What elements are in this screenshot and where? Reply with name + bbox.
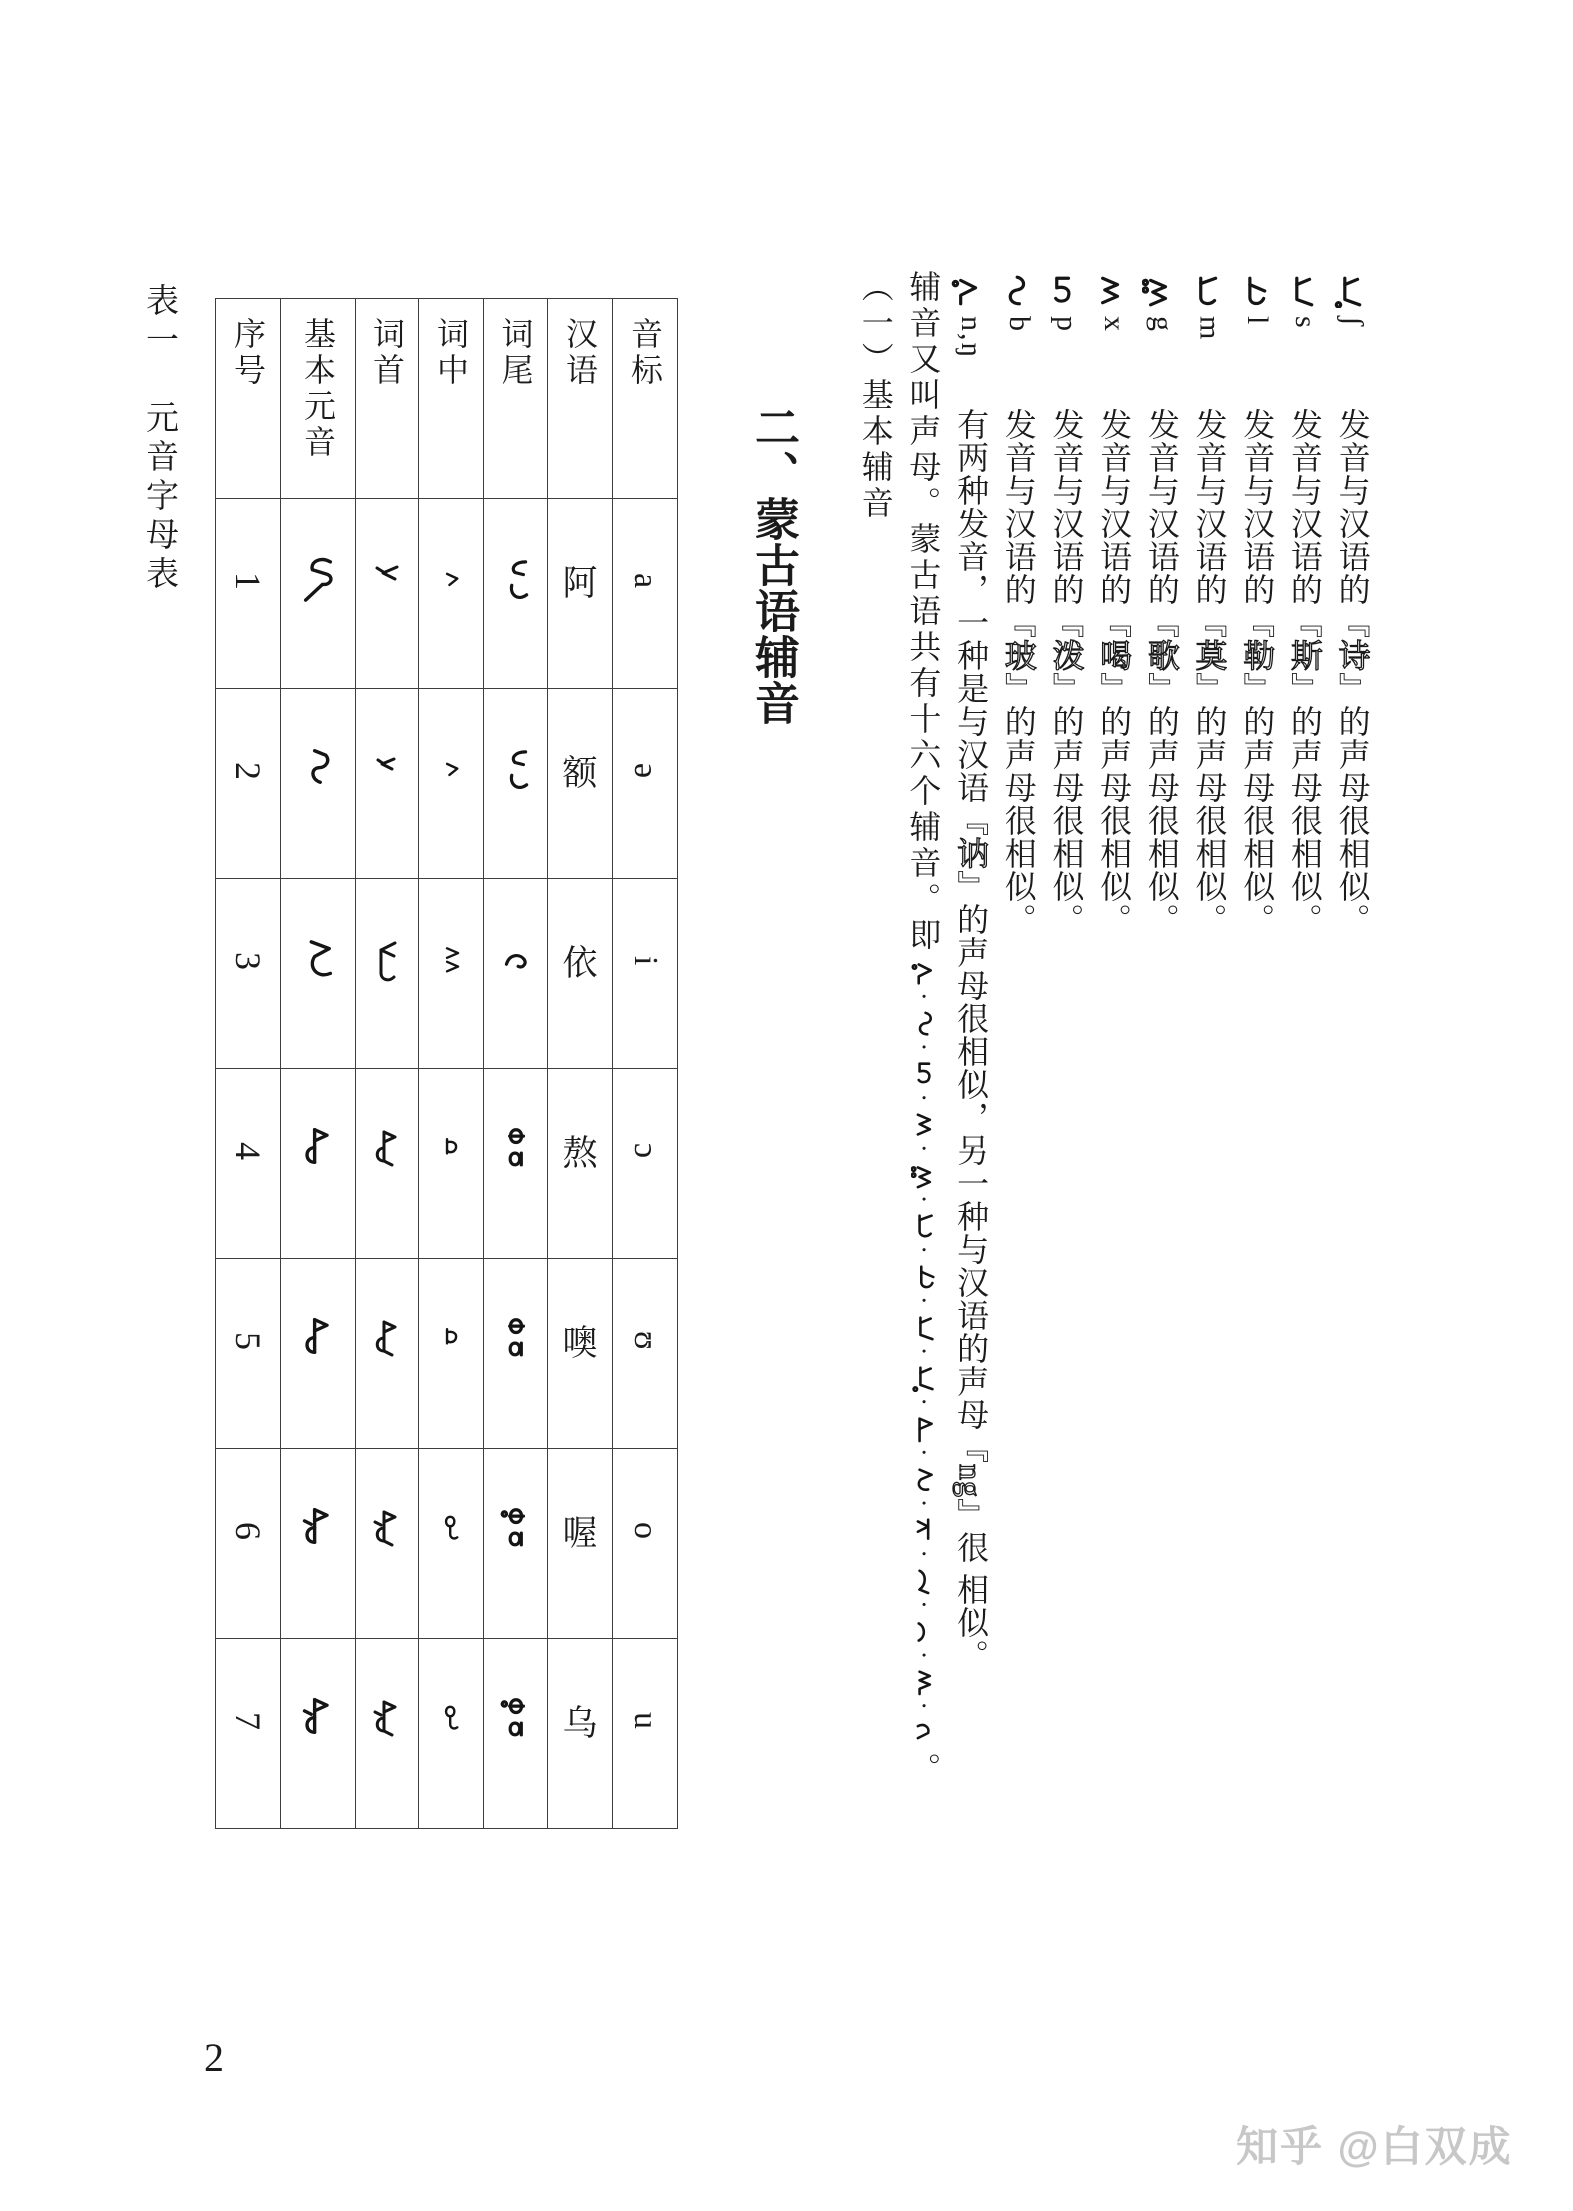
letter-separator-dot: · — [909, 1346, 939, 1360]
table-cell-final — [484, 1069, 548, 1259]
table-cell-no — [216, 1639, 281, 1829]
vowel-table — [215, 298, 678, 1829]
table-header-medial — [419, 299, 484, 499]
mongolian-glyph-o-medial-icon — [438, 1322, 464, 1360]
mongolian-glyph-i-final-icon — [499, 935, 533, 987]
entry-latin-letter: ʃ — [1336, 316, 1370, 328]
bracketed-hollow-word: 玻 — [1000, 639, 1037, 672]
table-cell-ipa — [613, 1449, 678, 1639]
mongolian-glyph-i-initial-icon — [370, 937, 404, 985]
table-cell-no — [216, 1449, 281, 1639]
mongolian-glyph-i-medial-icon — [438, 942, 464, 980]
table-cell-ipa — [613, 879, 678, 1069]
table-header-label: 序号 — [230, 317, 266, 389]
table-cell-base — [281, 689, 356, 879]
row-number: 3 — [228, 951, 268, 970]
consonant-entry-column: g发音与汉语的『歌』的声母很相似。 — [1137, 270, 1185, 2030]
entry-latin-letter: x — [1098, 316, 1132, 333]
mongolian-glyph-oe-medial-icon — [438, 1702, 464, 1740]
table-header-label: 汉语 — [562, 317, 598, 389]
mongolian-glyph-a-isolated-icon — [299, 554, 337, 608]
table-header-label: 词中 — [433, 317, 469, 389]
watermark: 知乎 @白双成 — [1236, 2123, 1513, 2170]
ipa-value: u — [627, 1712, 664, 1729]
table-cell-ipa — [613, 689, 678, 879]
mongolian-glyph-o-isolated-icon — [299, 1314, 337, 1368]
consonant-entry-column: n,ŋ有两种发音，一种是与汉语『讷』的声母很相似，另一种与汉语的声母『ng』很 相似。 — [946, 270, 994, 2030]
mongolian-glyph-oe-isolated-icon — [299, 1504, 337, 1558]
table-cell-final — [484, 689, 548, 879]
mongolian-glyph-p-icon — [911, 1060, 935, 1088]
mongolian-glyph-x-icon — [1094, 274, 1124, 308]
mongolian-glyph-w-icon — [911, 1719, 935, 1747]
mongolian-glyph-m-icon — [911, 1212, 935, 1240]
ipa-value: ɔ — [627, 1142, 664, 1159]
letter-separator-dot: · — [909, 1701, 939, 1715]
mongolian-glyph-d-icon — [911, 1466, 935, 1494]
table-cell-hanzi: 乌 — [548, 1639, 613, 1829]
entry-latin-letter: n,ŋ — [955, 316, 989, 360]
consonant-entry-column: m发音与汉语的『莫』的声母很相似。 — [1185, 270, 1233, 2030]
bracketed-hollow-word: 喝 — [1096, 639, 1133, 672]
page-number: 2 — [204, 2035, 224, 2080]
letter-separator-dot: · — [909, 1194, 939, 1208]
table-cell-no — [216, 689, 281, 879]
mongolian-glyph-y-icon — [911, 1618, 935, 1646]
table-caption: 表一 元音字母表 — [141, 283, 177, 595]
table-cell-initial — [356, 1069, 419, 1259]
entry-letter-glyph — [1237, 274, 1277, 310]
bracketed-hollow-word: ng — [953, 1464, 990, 1498]
mongolian-glyph-o-medial-icon — [438, 1132, 464, 1170]
table-cell-base — [281, 1259, 356, 1449]
table-cell-base — [281, 499, 356, 689]
ipa-value: ʊ — [627, 1331, 664, 1350]
table-cell-hanzi: 额 — [548, 689, 613, 879]
table-cell-ipa — [613, 499, 678, 689]
table-header-ipa — [613, 299, 678, 499]
table-cell-ipa — [613, 1069, 678, 1259]
row-number: 4 — [228, 1141, 268, 1160]
consonant-entry-column: ʃ发音与汉语的『诗』的声母很相似。 — [1328, 270, 1376, 2030]
mongolian-glyph-ch-icon — [911, 1516, 935, 1544]
table-cell-base — [281, 1639, 356, 1829]
table-header-hanzi — [548, 299, 613, 499]
mongolian-glyph-oe-initial-icon — [370, 1697, 404, 1745]
row-number: 5 — [228, 1331, 268, 1350]
table-cell-medial — [419, 1639, 484, 1829]
table-cell-final — [484, 1259, 548, 1449]
table-cell-medial — [419, 1069, 484, 1259]
mongolian-glyph-s-icon — [911, 1314, 935, 1342]
entry-letter-glyph — [1285, 274, 1325, 310]
bracketed-hollow-word: 诗 — [1334, 639, 1371, 672]
table-header-base — [281, 299, 356, 499]
bracketed-hollow-word: 讷 — [953, 837, 990, 870]
mongolian-glyph-o-initial-icon — [370, 1317, 404, 1365]
mongolian-glyph-l-icon — [1237, 274, 1267, 308]
bracketed-hollow-word: 歌 — [1143, 639, 1180, 672]
mongolian-glyph-oe-isolated-icon — [299, 1694, 337, 1748]
mongolian-glyph-n-icon — [951, 274, 981, 308]
table-cell-hanzi: 喔 — [548, 1449, 613, 1639]
table-header-label: 词首 — [369, 317, 405, 389]
ipa-value: o — [627, 1522, 664, 1539]
table-cell-no — [216, 879, 281, 1069]
table-cell-base — [281, 1069, 356, 1259]
letter-separator-dot: · — [909, 1650, 939, 1664]
letter-separator-dot: · — [909, 1549, 939, 1563]
table-cell-medial — [419, 1449, 484, 1639]
table-cell-final — [484, 1639, 548, 1829]
mongolian-glyph-r-icon — [911, 1668, 935, 1696]
entry-latin-letter: b — [1002, 316, 1036, 333]
table-cell-hanzi: 噢 — [548, 1259, 613, 1449]
table-cell-ipa — [613, 1639, 678, 1829]
entry-latin-letter: p — [1050, 316, 1084, 333]
letter-separator-dot: · — [909, 1144, 939, 1157]
letter-separator-dot: · — [909, 1245, 939, 1259]
row-number: 7 — [228, 1711, 268, 1730]
letter-separator-dot: · — [909, 1042, 939, 1056]
mongolian-glyph-b-icon — [911, 1010, 935, 1038]
table-cell-medial — [419, 879, 484, 1069]
mongolian-glyph-m-icon — [1190, 274, 1220, 308]
mongolian-glyph-l-icon — [911, 1263, 935, 1291]
mongolian-glyph-sh-icon — [911, 1364, 935, 1392]
letter-separator-dot: · — [909, 1093, 939, 1107]
mongolian-glyph-e-isolated-icon — [299, 744, 337, 798]
letter-separator-dot: · — [909, 1498, 939, 1512]
mongolian-glyph-s-icon — [1285, 274, 1315, 308]
consonant-intro-column: 辅音又叫声母。蒙古语共有十六个辅音。即···············。 — [905, 270, 942, 1789]
table-header-label: 词尾 — [497, 317, 534, 389]
bracketed-hollow-word: 勒 — [1239, 639, 1276, 672]
table-cell-hanzi: 依 — [548, 879, 613, 1069]
mongolian-glyph-a-initial-icon — [370, 557, 404, 605]
ipa-value: i — [627, 955, 664, 966]
table-cell-base — [281, 879, 356, 1069]
entry-latin-letter: l — [1241, 316, 1275, 327]
mongolian-glyph-tooth-medial-icon — [438, 752, 464, 790]
ipa-value: a — [627, 572, 664, 589]
mongolian-glyph-i-isolated-icon — [299, 934, 337, 988]
mongolian-glyph-o-initial-icon — [370, 1127, 404, 1175]
mongolian-glyph-a-final-icon — [499, 555, 533, 607]
mongolian-glyph-a-final-icon — [499, 745, 533, 797]
letter-separator-dot: · — [909, 1600, 939, 1613]
mongolian-glyph-t-icon — [911, 1415, 935, 1443]
table-cell-ipa — [613, 1259, 678, 1449]
mongolian-glyph-x-icon — [911, 1111, 935, 1139]
mongolian-glyph-o-final-icon — [499, 1315, 533, 1367]
entry-letter-glyph — [1094, 274, 1134, 310]
letter-separator-dot: · — [909, 1296, 939, 1309]
table-cell-initial — [356, 1259, 419, 1449]
table-cell-initial — [356, 1639, 419, 1829]
bracketed-hollow-word: 泼 — [1048, 639, 1085, 672]
entry-latin-letter: s — [1288, 316, 1322, 330]
mongolian-glyph-oe-final-icon — [499, 1695, 533, 1747]
table-cell-initial — [356, 689, 419, 879]
entry-latin-letter: m — [1193, 316, 1227, 342]
mongolian-glyph-b-icon — [999, 274, 1029, 308]
mongolian-glyph-j-icon — [911, 1567, 935, 1595]
table-header-label: 音标 — [627, 317, 663, 389]
table-cell-base — [281, 1449, 356, 1639]
entry-letter-glyph — [1046, 274, 1086, 310]
table-cell-initial — [356, 1449, 419, 1639]
mongolian-glyph-oe-final-icon — [499, 1505, 533, 1557]
entry-latin-letter: g — [1145, 316, 1179, 333]
table-cell-medial — [419, 1259, 484, 1449]
table-cell-medial — [419, 689, 484, 879]
mongolian-glyph-e-initial-icon — [370, 747, 404, 795]
table-cell-final — [484, 879, 548, 1069]
mongolian-glyph-p-icon — [1046, 274, 1076, 308]
table-header-label: 基本元音 — [300, 317, 336, 461]
mongolian-glyph-o-final-icon — [499, 1125, 533, 1177]
subsection-heading-column: （一）基本辅音 — [857, 270, 894, 522]
section-title: 二、蒙古语辅音 — [748, 404, 799, 726]
letter-separator-dot: · — [909, 1397, 939, 1411]
table-cell-final — [484, 499, 548, 689]
body-text-columns — [851, 270, 1376, 2030]
consonant-entry-column: s发音与汉语的『斯』的声母很相似。 — [1280, 270, 1328, 2030]
bracketed-hollow-word: 莫 — [1191, 639, 1228, 672]
table-cell-medial — [419, 499, 484, 689]
table-header-initial — [356, 299, 419, 499]
table-cell-hanzi: 熬 — [548, 1069, 613, 1259]
consonant-entry-column: x发音与汉语的『喝』的声母很相似。 — [1089, 270, 1137, 2030]
mongolian-glyph-tooth-medial-icon — [438, 562, 464, 600]
entry-letter-glyph — [1190, 274, 1230, 310]
table-cell-no — [216, 1259, 281, 1449]
mongolian-glyph-sh-icon — [1333, 274, 1363, 308]
table-cell-final — [484, 1449, 548, 1639]
mongolian-glyph-g-icon — [911, 1162, 935, 1190]
row-number: 2 — [228, 761, 268, 780]
row-number: 6 — [228, 1521, 268, 1540]
consonant-entry-column: l发音与汉语的『勒』的声母很相似。 — [1233, 270, 1281, 2030]
bracketed-hollow-word: 斯 — [1286, 639, 1323, 672]
consonant-entry-column: b发音与汉语的『玻』的声母很相似。 — [994, 270, 1042, 2030]
entry-letter-glyph — [999, 274, 1039, 310]
mongolian-glyph-n-icon — [911, 959, 935, 987]
table-header-final — [484, 299, 548, 499]
ipa-value: ə — [627, 762, 664, 779]
entry-letter-glyph — [1333, 274, 1373, 310]
mongolian-glyph-o-isolated-icon — [299, 1124, 337, 1178]
table-header-no — [216, 299, 281, 499]
table-cell-hanzi: 阿 — [548, 499, 613, 689]
consonant-entry-column: p发音与汉语的『泼』的声母很相似。 — [1042, 270, 1090, 2030]
mongolian-glyph-oe-medial-icon — [438, 1512, 464, 1550]
mongolian-glyph-oe-initial-icon — [370, 1507, 404, 1555]
table-cell-initial — [356, 499, 419, 689]
table-cell-no — [216, 1069, 281, 1259]
letter-separator-dot: · — [909, 992, 939, 1005]
entry-letter-glyph — [1142, 274, 1182, 310]
row-number: 1 — [228, 571, 268, 590]
table-cell-no — [216, 499, 281, 689]
table-cell-initial — [356, 879, 419, 1069]
letter-separator-dot: · — [909, 1448, 939, 1461]
entry-letter-glyph — [951, 274, 991, 310]
mongolian-glyph-g-icon — [1142, 274, 1172, 308]
